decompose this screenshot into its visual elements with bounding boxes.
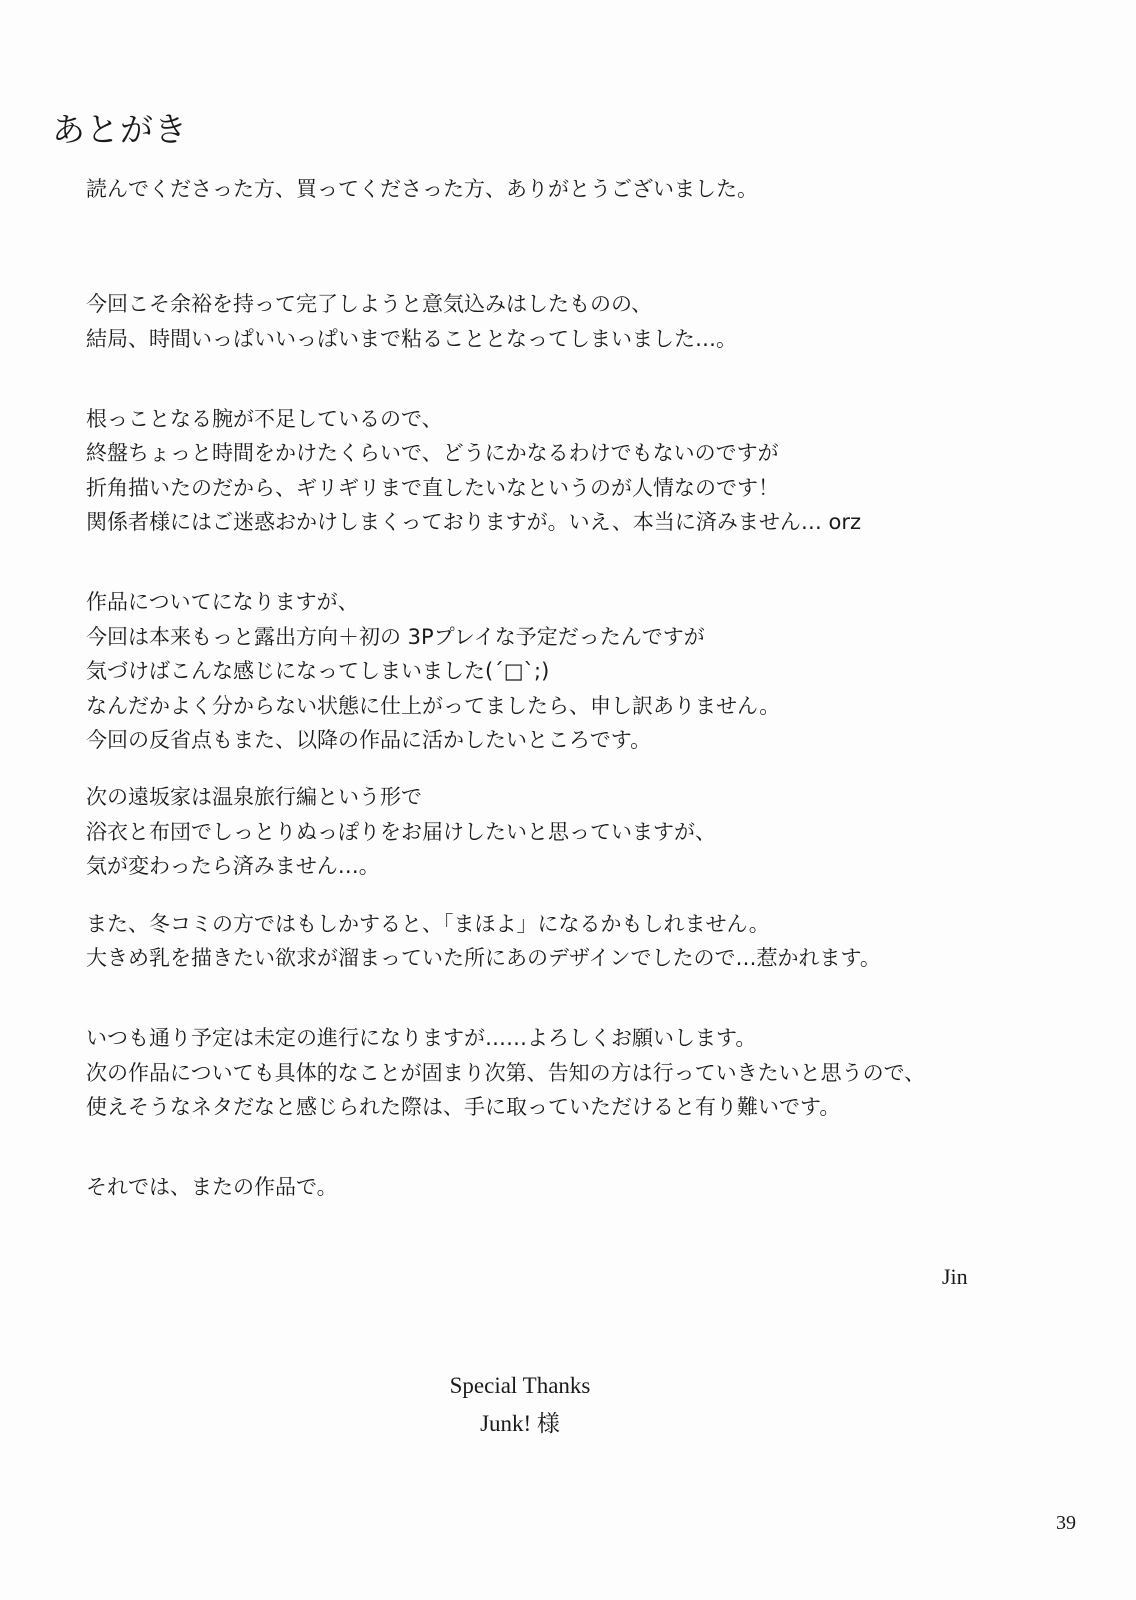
- body-line: 作品についてになりますが、: [86, 590, 359, 614]
- body-line: 次の作品についても具体的なことが固まり次第、告知の方は行っていきたいと思うので、: [86, 1061, 926, 1085]
- body-line: 今回こそ余裕を持って完了しようと意気込みはしたものの、: [86, 292, 653, 316]
- body-line: 今回は本来もっと露出方向＋初の 3Pプレイな予定だったんですが: [86, 625, 705, 649]
- body-line: 次の遠坂家は温泉旅行編という形で: [86, 785, 422, 809]
- body-line: 折角描いたのだから、ギリギリまで直したいなというのが人情なのです！: [86, 476, 779, 500]
- body-line: いつも通り予定は未定の進行になりますが……よろしくお願いします。: [86, 1026, 757, 1050]
- body-line: 終盤ちょっと時間をかけたくらいで、どうにかなるわけでもないのですが: [86, 441, 779, 465]
- body-line: 浴衣と布団でしっとりぬっぽりをお届けしたいと思っていますが、: [86, 820, 716, 844]
- special-thanks-name: Junk! 様: [480, 1411, 560, 1436]
- page-title: あとがき: [52, 110, 188, 149]
- body-line: 根っことなる腕が不足しているので、: [86, 407, 443, 431]
- body-line: また、冬コミの方ではもしかすると、「まほよ」になるかもしれません。: [86, 912, 770, 936]
- body-line: 使えそうなネタだなと感じられた際は、手に取っていただけると有り難いです。: [86, 1095, 841, 1119]
- body-line: 気づけばこんな感じになってしまいました(´□`;): [86, 659, 550, 683]
- body-line: 読んでくださった方、買ってくださった方、ありがとうございました。: [86, 177, 758, 201]
- body-line: なんだかよく分からない状態に仕上がってましたら、申し訳ありません。: [86, 694, 781, 718]
- body-line: 気が変わったら済みません…。: [86, 854, 380, 878]
- special-thanks-heading: Special Thanks: [449, 1373, 591, 1398]
- body-line: それでは、またの作品で。: [86, 1175, 338, 1199]
- body-line: 結局、時間いっぱいいっぱいまで粘ることとなってしまいました…。: [86, 327, 737, 351]
- page-number: 39: [1056, 1512, 1076, 1534]
- body-line: 関係者様にはご迷惑おかけしまくっておりますが。いえ、本当に済みません… orz: [86, 510, 862, 534]
- body-line: 大きめ乳を描きたい欲求が溜まっていた所にあのデザインでしたので…惹かれます。: [86, 946, 881, 970]
- body-line: 今回の反省点もまた、以降の作品に活かしたいところです。: [86, 728, 652, 752]
- author-signature: Jin: [942, 1264, 968, 1289]
